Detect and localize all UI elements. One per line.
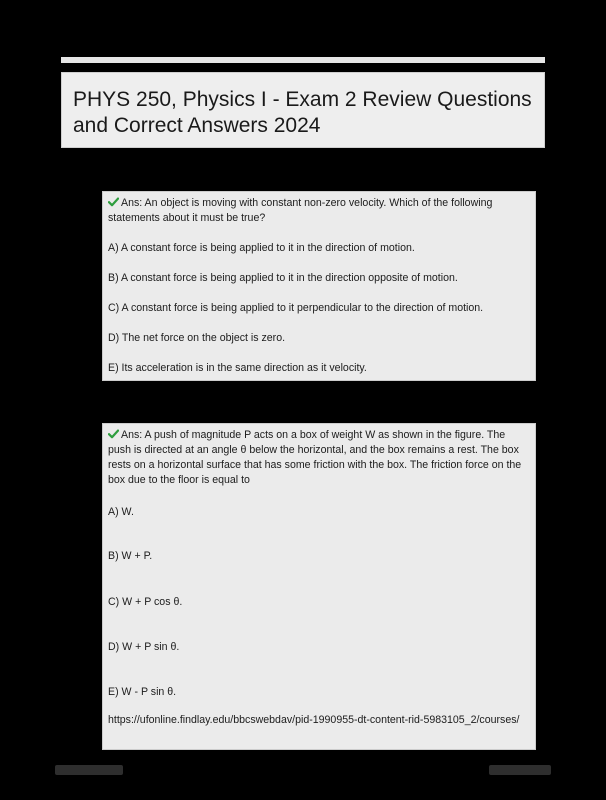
- title-line-2: and Correct Answers 2024: [73, 114, 321, 137]
- question-prompt-line: [108, 196, 529, 211]
- question-2-prompt-4: box due to the floor is equal to: [108, 474, 250, 486]
- checkmark-icon: [108, 197, 119, 207]
- footer-watermark-left: [55, 765, 123, 775]
- answer-option-c: C) A constant force is being applied to it perpendicular to the direction of motion.: [108, 302, 484, 314]
- checkmark-icon: [108, 429, 119, 439]
- title-banner: [61, 72, 545, 148]
- answer-option-b: B) W + P.: [108, 550, 153, 562]
- footer-page-number: [489, 765, 551, 775]
- question-2-prompt-1: Ans: A push of magnitude P acts on a box of weight W as shown in the figure. The: [121, 429, 506, 441]
- answer-option-d: D) The net force on the object is zero.: [108, 332, 286, 344]
- question-1-prompt-1: Ans: An object is moving with constant non-zero velocity. Which of the following: [121, 197, 493, 209]
- answer-option-e: E) Its acceleration is in the same direction as it velocity.: [108, 362, 367, 374]
- document-title: [73, 87, 532, 139]
- question-2-prompt-2: push is directed at an angle θ below the horizontal, and the box remains a rest. The box: [108, 444, 519, 456]
- question-2-prompt-3: rests on a horizontal surface that has some friction with the box. The friction force on the: [108, 459, 522, 471]
- answer-option-a: A) W.: [108, 506, 134, 518]
- source-url: https://ufonline.findlay.edu/bbcswebdav/pid-1990955-dt-content-rid-5983105_2/courses/: [108, 714, 520, 726]
- title-line-1: PHYS 250, Physics I - Exam 2 Review Questions: [73, 88, 532, 111]
- question-1-prompt-2: statements about it must be true?: [108, 212, 266, 224]
- answer-option-a: A) A constant force is being applied to it in the direction of motion.: [108, 242, 415, 254]
- answer-option-b: B) A constant force is being applied to it in the direction opposite of motion.: [108, 272, 458, 284]
- answer-option-e: E) W - P sin θ.: [108, 686, 177, 698]
- question-prompt-line: [108, 428, 529, 443]
- question-card-2: [102, 423, 536, 750]
- question-card-1: [102, 191, 536, 381]
- top-divider: [61, 57, 545, 63]
- answer-option-d: D) W + P sin θ.: [108, 641, 180, 653]
- answer-option-c: C) W + P cos θ.: [108, 596, 183, 608]
